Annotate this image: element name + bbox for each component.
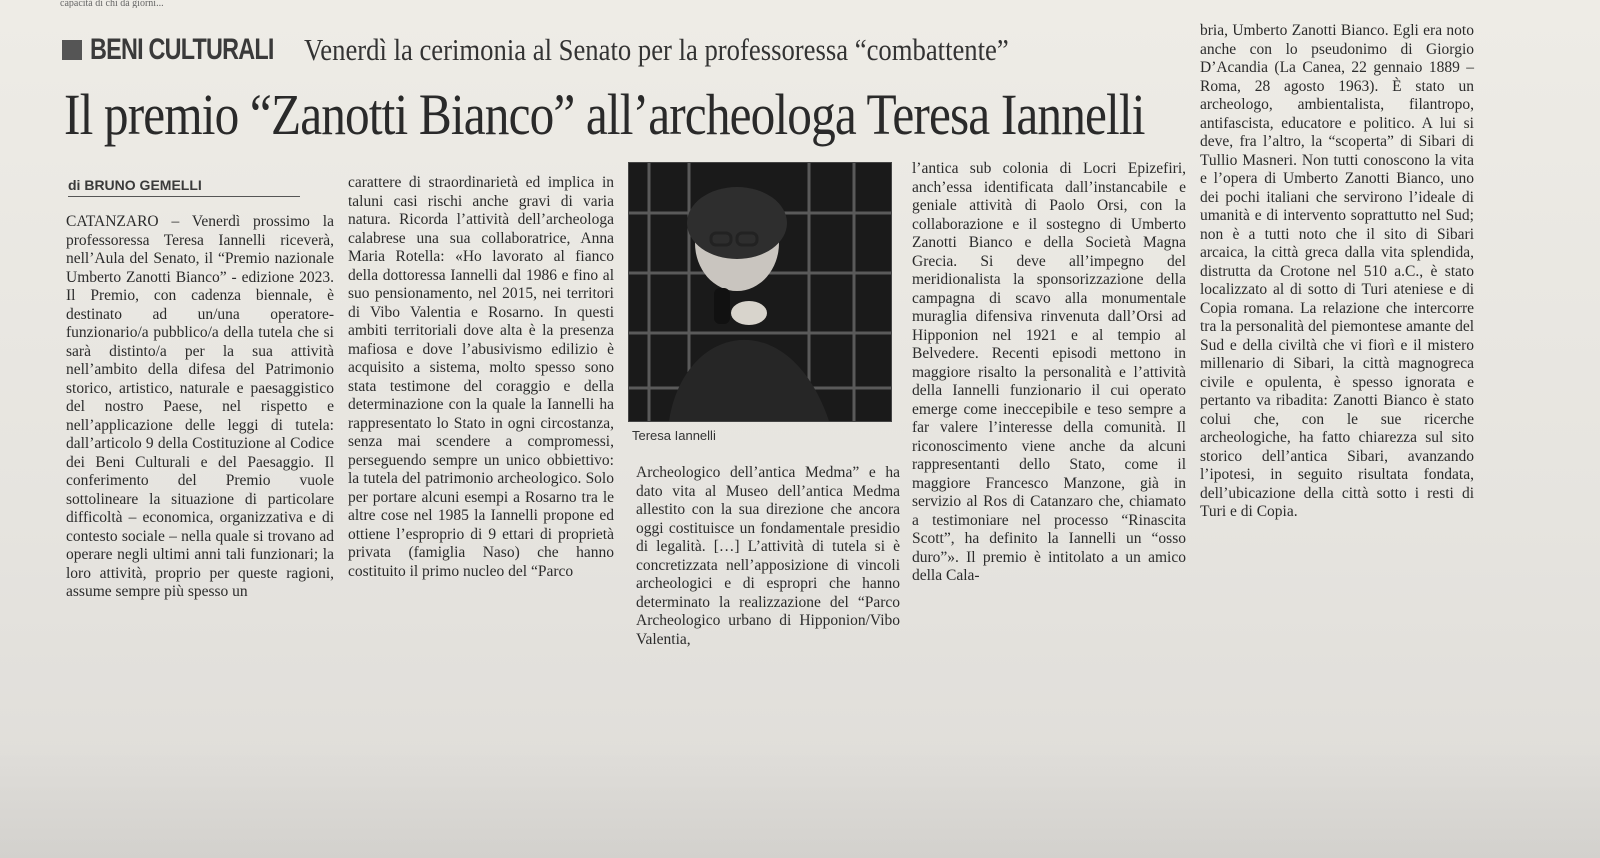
column-3-text: Archeologico dell’antica Medma” e ha dato vita al Museo dell’antica Medma allestito con la sua direzione che ancora oggi costituisce un fondamentale presidio di legalità. […] L’attività di tutela si è concretizzata nell’apposizione di vincoli archeologici e di espropri che hanno determinato la realizzazione del “Parco Archeologico urbano di Hipponion/Vibo Valentia, — [636, 464, 900, 648]
column-4 — [912, 160, 1186, 586]
portrait-photo — [628, 162, 892, 422]
column-2-text: carattere di straordinarietà ed implica in taluni casi rischi anche gravi di varia natura. Ricorda l’attività dell’archeologa calabrese una sua collaboratrice, Anna Maria Rotella: «Ho lavorato al fianco della dottoressa Iannelli dal 1986 e fino al suo pensionamento, nel 2015, nei territori di Vibo Valentia e Rosarno. In questi ambiti territoriali dove alta è la presenza mafiosa e dove l’abusivismo edilizio è acquisito a sistema, molto spesso sono stata testimone del coraggio e della determinazione con la quale la Iannelli ha rappresentato lo Stato in ogni circostanza, senza mai scendere a compromessi, perseguendo sempre un unico obbiettivo: la tutela del patrimonio archeologico. Solo per portare alcuni esempi a Rosarno tra le altre cose nel 1985 la Iannelli propone ed ottiene l’esproprio di 9 ettari di proprietà privata (famiglia Naso) che hanno costituito il primo nucleo del “Parco — [348, 174, 614, 580]
column-5 — [1200, 22, 1474, 522]
headline: Il premio “Zanotti Bianco” all’archeologa Teresa Iannelli — [64, 82, 1145, 147]
section-square-icon — [62, 40, 82, 60]
portrait-photo-image — [629, 163, 891, 421]
paper-shadow — [0, 740, 1600, 858]
column-5-text: bria, Umberto Zanotti Bianco. Egli era noto anche con lo pseudonimo di Giorgio D’Acandia (La Canea, 22 gennaio 1889 – Roma, 28 agosto 1963). È stato un archeologo, ambientalista, filantropo, antifascista, educatore e politico. A lui si deve, fra l’altro, la “scoperta” di Sibari di Tullio Masneri. Non tutti conoscono la vita e l’opera di Umberto Zanotti Bianco, uno dei pochi italiani che servirono l’ideale di umanità e di intervento soprattutto nel Sud; non è a tutti noto che il sito di Sibari arcaica, la città greca dalla vita splendida, distrutta da Crotone nel 510 a.C., è stato localizzato al di sotto di Turi ateniese e di Copia romana. La relazione che intercorre tra la personalità del piemontese amante del Sud e della civiltà che vi fiorì e il mistero millenario di Sibari, la città magnogreca civile e opulenta, è spesso ignorata e pertanto va ribadita: Zanotti Bianco è stato colui che, con le sue ricerche archeologiche, ha fatto chiarezza sul sito storico dell’antica Sibari, avanzando l’ipotesi, in seguito risultata fondata, dell’ubicazione della città sotto i resti di Turi e di Copia. — [1200, 22, 1474, 520]
column-2 — [348, 174, 614, 581]
kicker-row — [62, 30, 1123, 70]
previous-article-fragment: capacità di chi dà giorni... — [60, 0, 164, 8]
column-3 — [636, 464, 900, 649]
column-4-text: l’antica sub colonia di Locri Epizefiri, anch’essa identificata dall’instancabile e geniale attività di Paolo Orsi, con la collaborazione e il sostegno di Umberto Zanotti Bianco e della Società Magna Grecia. Si deve all’impegno del meridionalista la sponsorizzazione della campagna di scavo alla monumentale muraglia difensiva rinvenuta dall’Orsi ad Hipponion nel 1921 e al tempio al Belvedere. Recenti episodi mettono in maggiore risalto la personalità e l’attività della Iannelli funzionario il cui operato emerge come ineccepibile e teso sempre a far valere l’interesse della comunità. Il riconoscimento viene anche da alcuni rappresentanti dello Stato, come il maggiore Francesco Manzone, già in servizio al Ros di Catanzaro che, chiamato a testimoniare nel processo “Rinascita Scott”, ha definito la Iannelli un “osso duro”». Il premio è intitolato a un amico della Cala- — [912, 160, 1186, 584]
section-label: BENI CULTURALI — [90, 33, 274, 66]
photo-caption: Teresa Iannelli — [632, 428, 716, 443]
byline: di BRUNO GEMELLI — [68, 177, 300, 197]
column-1 — [66, 213, 334, 602]
column-1-text: CATANZARO – Venerdì prossimo la professoressa Teresa Iannelli riceverà, nell’Aula del Senato, il “Premio nazionale Umberto Zanotti Bianco” - edizione 2023. Il Premio, con cadenza biennale, è destinato ad un/una operatore-funzionario/a pubblico/a della tutela che si sarà distinto/a per la sua attività nell’ambito della difesa del Patrimonio storico, artistico, naturale e paesaggistico del nostro Paese, nel rispetto e nell’applicazione delle leggi di tutela: dall’articolo 9 della Costituzione al Codice dei Beni Culturali e del Paesaggio. Il conferimento del Premio vuole sottolineare la situazione di particolare difficoltà – economica, organizzativa e di contesto sociale – nella quale si trovano ad operare negli ultimi anni tali funzionari; la loro attività, proprio per queste ragioni, assume sempre più spesso un — [66, 213, 334, 600]
kicker-text: Venerdì la cerimonia al Senato per la professoressa “combattente” — [304, 32, 1009, 67]
